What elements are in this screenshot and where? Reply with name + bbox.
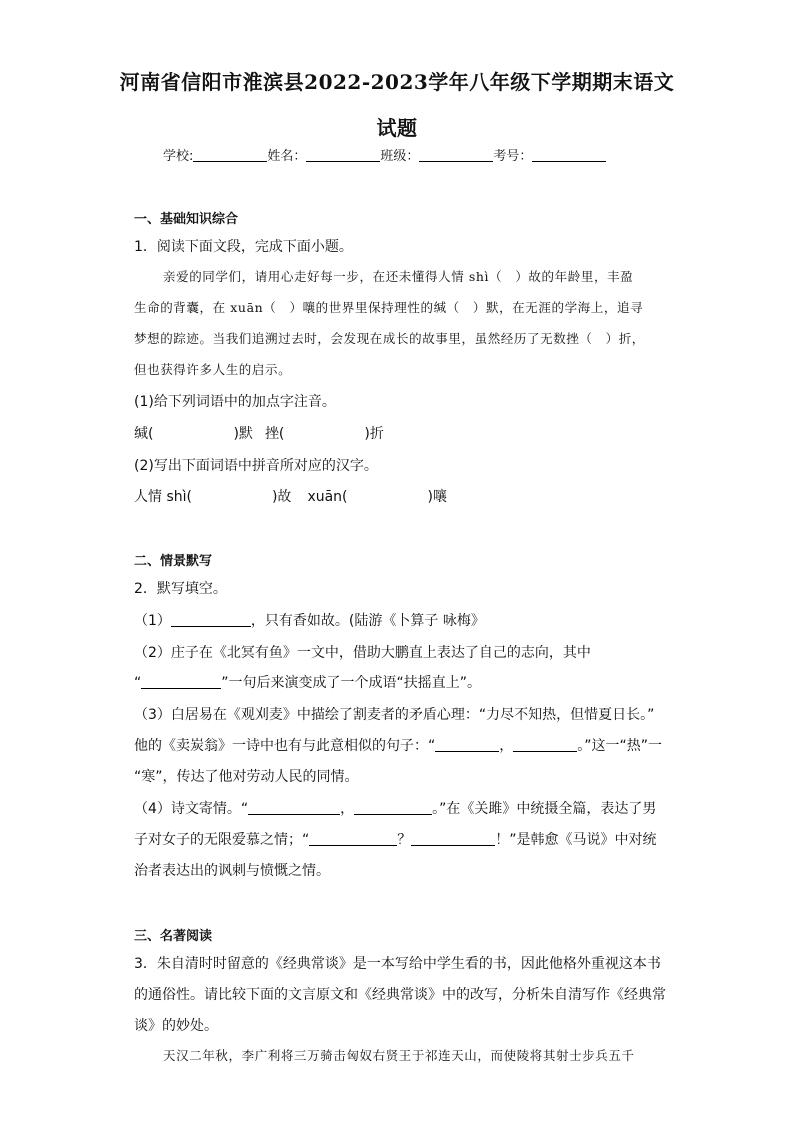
- section3-heading: 三、名著阅读: [134, 929, 213, 944]
- line-text: 子对女子的无限爱慕之情；“: [134, 832, 310, 848]
- passage-line: 亲爱的同学们，请用心走好每一步，在还未懂得人情 shì（ ）故的年龄里，丰盈: [163, 269, 634, 284]
- item-text: xuān(: [307, 489, 348, 505]
- q1-sub1-items: [134, 423, 384, 443]
- school-label: 学校:: [163, 149, 194, 164]
- exam-title-line2: 试题: [376, 116, 418, 140]
- q2-line: “寒”，传达了他对劳动人民的同情。: [134, 769, 359, 785]
- fill-blank[interactable]: [248, 800, 340, 815]
- fill-blank[interactable]: [513, 737, 577, 752]
- item-text: 缄(: [134, 426, 154, 442]
- line-text: （1）: [134, 613, 171, 629]
- line-text: ！”是韩愈《马说》中对统: [495, 832, 657, 848]
- line-text: “: [134, 675, 142, 691]
- section2-heading: 二、情景默写: [134, 554, 213, 569]
- line-text: （4）诗文寄情。“: [134, 801, 249, 817]
- class-blank[interactable]: [419, 147, 493, 162]
- fill-blank[interactable]: [171, 612, 251, 627]
- school-blank[interactable]: [193, 147, 267, 162]
- fill-blank[interactable]: [411, 831, 495, 846]
- fill-blank[interactable]: [141, 674, 221, 689]
- q2-line: [134, 610, 485, 630]
- line-text: 。”这一“热”一: [577, 738, 663, 754]
- fill-blank[interactable]: [435, 737, 499, 752]
- fill-blank[interactable]: [309, 831, 397, 846]
- fill-blank[interactable]: [354, 800, 432, 815]
- item-text: )默: [233, 426, 253, 442]
- student-info-row: [163, 145, 606, 164]
- classical-excerpt: 天汉二年秋，李广利将三万骑击匈奴右贤王于祁连天山，而使陵将其射士步兵五千: [163, 1048, 635, 1063]
- q1-sub2: (2)写出下面词语中拼音所对应的汉字。: [134, 458, 378, 474]
- q2-line: [134, 798, 656, 818]
- line-text: 他的《卖炭翁》一诗中也有与此意相似的句子：“: [134, 738, 436, 754]
- line-text: ？: [397, 832, 412, 848]
- q2-line: [134, 829, 657, 849]
- line-text: ，: [499, 738, 514, 754]
- item-text: 人情 shì(: [134, 489, 192, 505]
- q1-sub1: (1)给下列词语中的加点字注音。: [134, 394, 336, 410]
- q1-sub2-items: [134, 486, 447, 506]
- line-text: ，: [340, 801, 355, 817]
- q2-intro: 2．默写填空。: [134, 581, 227, 597]
- class-label: 班级：: [380, 149, 420, 164]
- q2-line: [134, 735, 662, 755]
- item-text: )折: [364, 426, 384, 442]
- q2-line: （2）庄子在《北冥有鱼》一文中，借助大鹏直上表达了自己的志向，其中: [134, 645, 591, 661]
- passage-line: 生命的背囊，在 xuān（ ）嚷的世界里保持理性的缄（ ）默，在无涯的学海上，追寻: [134, 300, 644, 315]
- name-blank[interactable]: [306, 147, 380, 162]
- q3-line: 谈》的妙处。: [134, 1018, 218, 1034]
- item-text: )嚷: [427, 489, 447, 505]
- q2-line: [134, 672, 481, 692]
- number-label: 考号：: [493, 149, 533, 164]
- line-text: ”一句后来演变成了一个成语“扶摇直上”。: [221, 675, 482, 691]
- q2-line: （3）白居易在《观刈麦》中描绘了割麦者的矛盾心理：“力尽不知热，但惜夏日长。”: [134, 707, 655, 723]
- number-blank[interactable]: [532, 147, 606, 162]
- line-text: 。”在《关雎》中统摄全篇，表达了男: [432, 801, 657, 817]
- item-text: 挫(: [264, 426, 285, 442]
- exam-title-line1: 河南省信阳市淮滨县2022-2023学年八年级下学期期末语文: [119, 70, 675, 94]
- name-label: 姓名：: [267, 149, 307, 164]
- q1-intro: 1．阅读下面文段，完成下面小题。: [134, 239, 353, 255]
- section1-heading: 一、基础知识综合: [134, 212, 239, 227]
- item-text: )故: [271, 489, 292, 505]
- q3-line: 的通俗性。请比较下面的文言原文和《经典常谈》中的改写，分析朱自清写作《经典常: [134, 987, 666, 1003]
- q3-line: 3．朱自清时时留意的《经典常谈》是一本写给中学生看的书，因此他格外重视这本书: [134, 956, 661, 972]
- q2-line: 治者表达出的讽刺与愤慨之情。: [134, 863, 330, 879]
- line-text: ，只有香如故。(陆游《卜算子 咏梅》: [250, 613, 485, 629]
- passage-line: 梦想的踪迹。当我们追溯过去时，会发现在成长的故事里，虽然经历了无数挫（ ）折，: [134, 331, 645, 346]
- passage-line: 但也获得许多人生的启示。: [134, 362, 292, 377]
